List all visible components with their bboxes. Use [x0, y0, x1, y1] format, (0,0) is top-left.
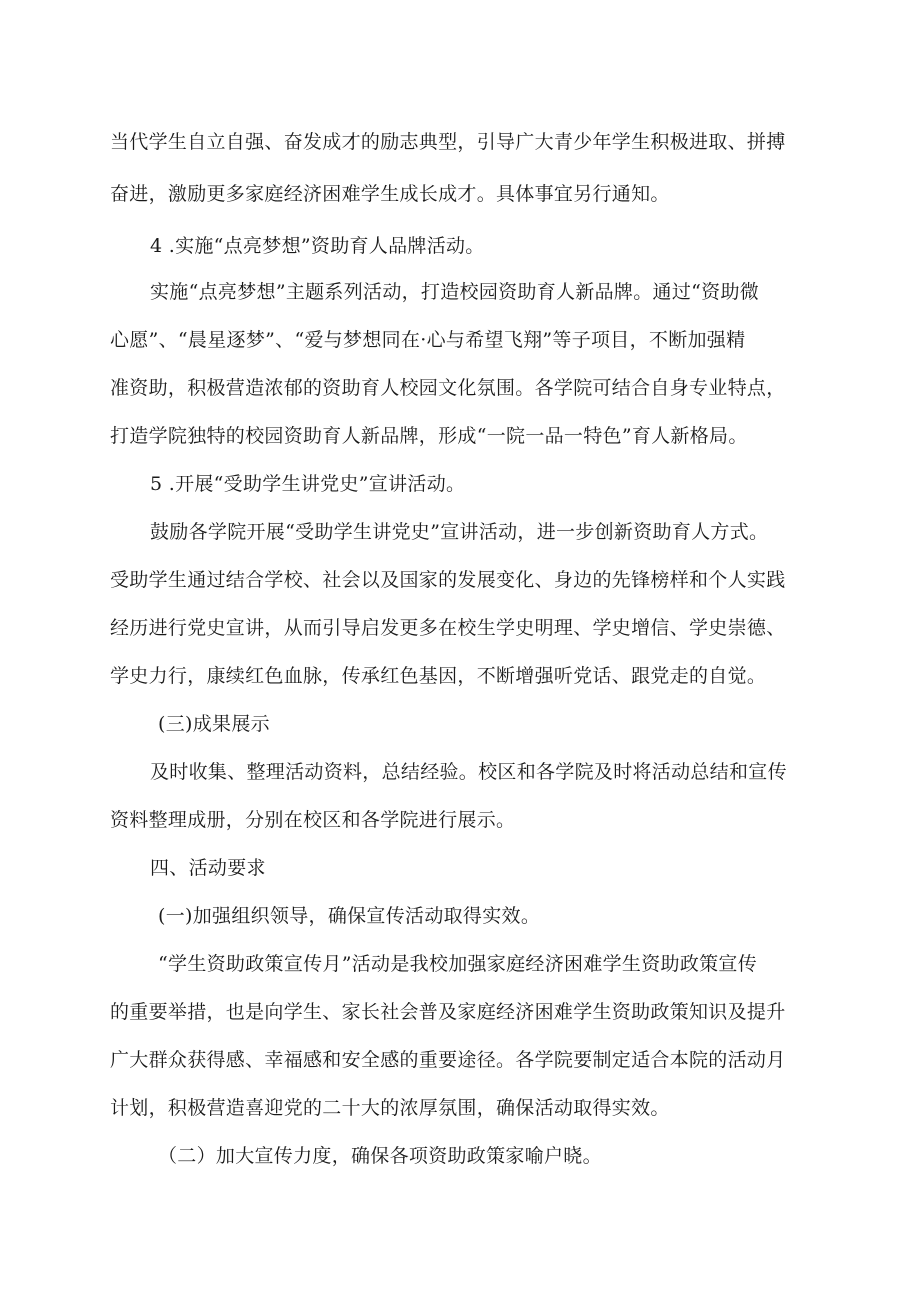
text-line: 准资助，积极营造浓郁的资助育人校园文化氛围。各学院可结合自身专业特点，	[110, 377, 786, 399]
text-line: 鼓励各学院开展“受助学生讲党史”宣讲活动，进一步创新资助育人方式。	[150, 521, 769, 543]
section-heading: (一)加强组织领导，确保宣传活动取得实效。	[158, 905, 541, 927]
text-line: 及时收集、整理活动资料，总结经验。校区和各学院及时将活动总结和宣传	[150, 761, 787, 783]
text-line: 广大群众获得感、幸福感和安全感的重要途径。各学院要制定适合本院的活动月	[110, 1049, 786, 1071]
section-heading: (三)成果展示	[158, 713, 270, 735]
text-line: 学史力行，康续红色血脉，传承红色基因，不断增强听党话、跟党走的自觉。	[110, 665, 767, 687]
text-line: 的重要举措，也是向学生、家长社会普及家庭经济困难学生资助政策知识及提升	[110, 1001, 786, 1023]
text-line: 受助学生通过结合学校、社会以及国家的发展变化、身边的先锋榜样和个人实践	[110, 569, 786, 591]
text-line: 当代学生自立自强、奋发成才的励志典型，引导广大青少年学生积极进取、拼搏	[110, 131, 786, 153]
section-heading: （二）加大宣传力度，确保各项资助政策家喻户晓。	[158, 1145, 602, 1167]
text-line: 计划，积极营造喜迎党的二十大的浓厚氛围，确保活动取得实效。	[110, 1097, 670, 1119]
text-line: 实施“点亮梦想”主题系列活动，打造校园资助育人新品牌。通过“资助微	[150, 281, 760, 303]
text-line: 心愿”、“晨星逐梦”、“爱与梦想同在·心与希望飞翔”等子项目，不断加强精	[110, 329, 746, 351]
section-heading: 5 .开展“受助学生讲党史”宣讲活动。	[150, 473, 466, 495]
text-line: “学生资助政策宣传月”活动是我校加强家庭经济困难学生资助政策宣传	[158, 953, 758, 975]
text-line: 奋进，激励更多家庭经济困难学生成长成才。具体事宜另行通知。	[110, 183, 670, 205]
text-line: 经历进行党史宣讲，从而引导启发更多在校生学史明理、学史增信、学史崇德、	[110, 617, 786, 639]
section-heading: 4 .实施“点亮梦想”资助育人品牌活动。	[150, 235, 485, 257]
text-line: 打造学院独特的校园资助育人新品牌，形成“一院一品一特色”育人新格局。	[110, 425, 748, 447]
section-heading: 四、活动要求	[150, 857, 266, 879]
text-line: 资料整理成册，分别在校区和各学院进行展示。	[110, 809, 516, 831]
